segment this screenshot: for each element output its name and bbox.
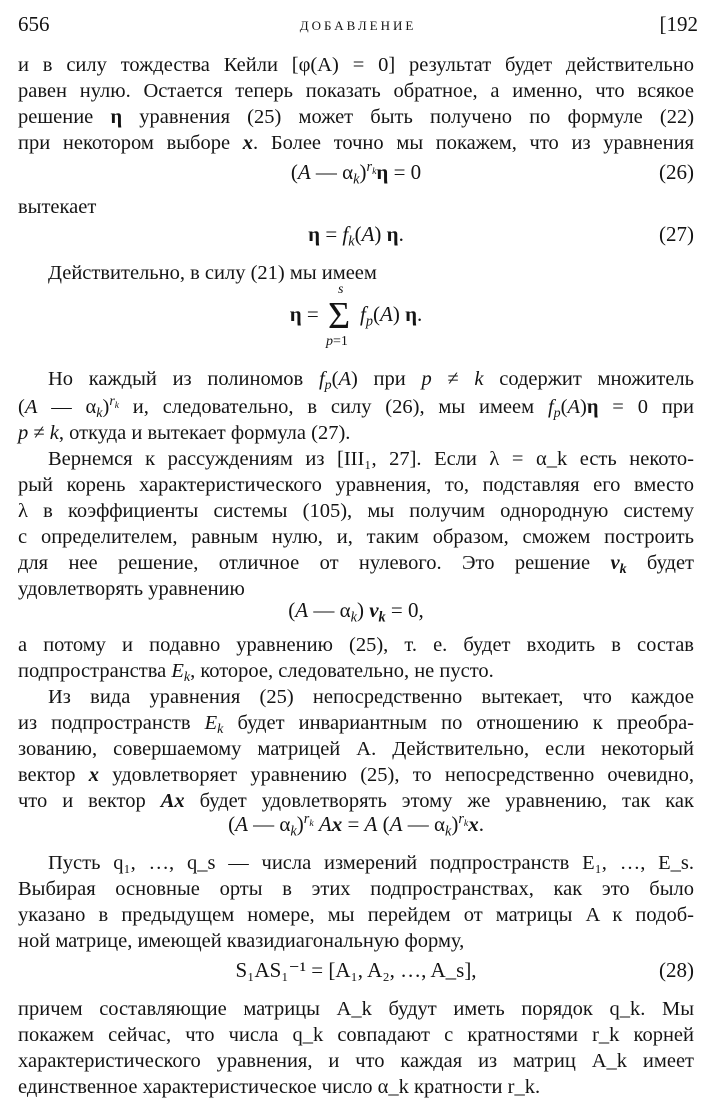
text-line: что и вектор Ax будет удовлетворять этому же уравнению, так как — [18, 790, 694, 812]
text-line: и в силу тождества Кейли [φ(A) = 0] результат будет действительно — [18, 54, 694, 76]
text-line: покажем сейчас, что числа q_k совпадают с кратностями r_k корней — [18, 1024, 694, 1046]
equation-26-number: (26) — [659, 160, 694, 184]
equation-27-formula: $\eta = f_k(A)$ η. — [308, 222, 404, 250]
text-line: рый корень характеристического уравнения, то, подставляя его вместо — [18, 474, 694, 496]
text-line: подпространства $E_k$, которое, следовательно, не пусто. — [18, 660, 494, 686]
text-line: Но каждый из полиномов $f_p(A)$ при p ≠ k содержит множитель — [48, 368, 695, 394]
equation-vk — [0, 598, 712, 626]
equation-vk-formula: (A — $\alpha_k$) $v_k = 0$, — [288, 598, 424, 626]
text-line: из подпространств $E_k$ будет инвариантным по отношению к преобра- — [18, 712, 694, 738]
equation-26-formula: (A — $\alpha_k)^{r_k}\eta = 0$ — [290, 159, 422, 188]
text-line: Действительно, в силу (21) мы имеем — [48, 262, 377, 284]
equation-28-number: (28) — [659, 958, 694, 982]
text-line: λ в коэффициенты системы (105), мы получим однородную систему — [18, 500, 694, 522]
text-line: (A — $\alpha_k)^{r_k}$ и, следовательно, в силу (26), мы имеем $f_p(A)\eta = 0$ при — [18, 394, 695, 422]
running-title: ДОБАВЛЕНИЕ — [299, 18, 417, 33]
equation-28-formula: S₁AS₁⁻¹ = [A₁, A₂, …, A_s], — [235, 958, 477, 982]
p7-line1: Пусть q₁, …, q_s — числа измерений подпространств E₁, …, E_s. — [48, 852, 694, 874]
text-line: а потому и подавно уравнению (25), т. е. будет входить в состав — [18, 634, 694, 656]
text-line: Выбирая основные орты в этих подпространствах, как это было — [18, 878, 694, 900]
text-line: p ≠ k, откуда и вытекает формула (27). — [18, 422, 351, 444]
text-line: при некотором выборе x. Более точно мы покажем, что из уравнения — [18, 132, 694, 154]
equation-ax — [0, 811, 712, 840]
equation-ax-formula: (A — $\alpha_k)^{r_k}$ Ax = A (A — $\alpha_k)^{r_k}x$. — [228, 811, 484, 840]
text-line: удовлетворять уравнению — [18, 578, 245, 600]
section-number: [192 — [659, 12, 698, 36]
equation-28 — [0, 958, 712, 983]
text-line: с определителем, равным нулю, и, таким образом, сможем построить — [18, 526, 694, 548]
text-line: единственное характеристическое число α_k кратности r_k. — [18, 1076, 541, 1098]
equation-sum — [0, 282, 712, 349]
page-number: 656 — [18, 12, 50, 36]
page-header — [18, 8, 698, 38]
text-line: характеристического уравнения, и что каждая из матриц A_k имеет — [18, 1050, 694, 1072]
text-line: равен нулю. Остается теперь показать обратное, а именно, что всякое — [18, 80, 694, 102]
text-line: вытекает — [18, 196, 97, 218]
text-line: ной матрице, имеющей квазидиагональную форму, — [18, 930, 465, 952]
text-line: причем составляющие матрицы A_k будут иметь порядок q_k. Мы — [18, 998, 694, 1020]
equation-27 — [0, 222, 712, 250]
equation-sum-formula: η = s Σ p=1 $f_p(A)$ η. — [289, 282, 423, 349]
text-line: Вернемся к рассуждениям из [III₁, 27]. Если λ = α_k есть некото- — [48, 448, 694, 470]
equation-27-number: (27) — [659, 222, 694, 246]
text-line: для нее решение, отличное от нулевого. Это решение $v_k$ будет — [18, 552, 695, 578]
text-line: решение η уравнения (25) может быть получено по формуле (22) — [18, 106, 695, 128]
equation-26 — [0, 159, 712, 188]
text-line: Из вида уравнения (25) непосредственно вытекает, что каждое — [48, 686, 694, 708]
text-line: зованию, совершаемому матрицей A. Действительно, если некоторый — [18, 738, 694, 760]
text-line: указано в предыдущем номере, мы перейдем от матрицы A к подоб- — [18, 904, 694, 926]
text-line: вектор x удовлетворяет уравнению (25), то непосредственно очевидно, — [18, 764, 694, 786]
text-line — [48, 850, 694, 876]
